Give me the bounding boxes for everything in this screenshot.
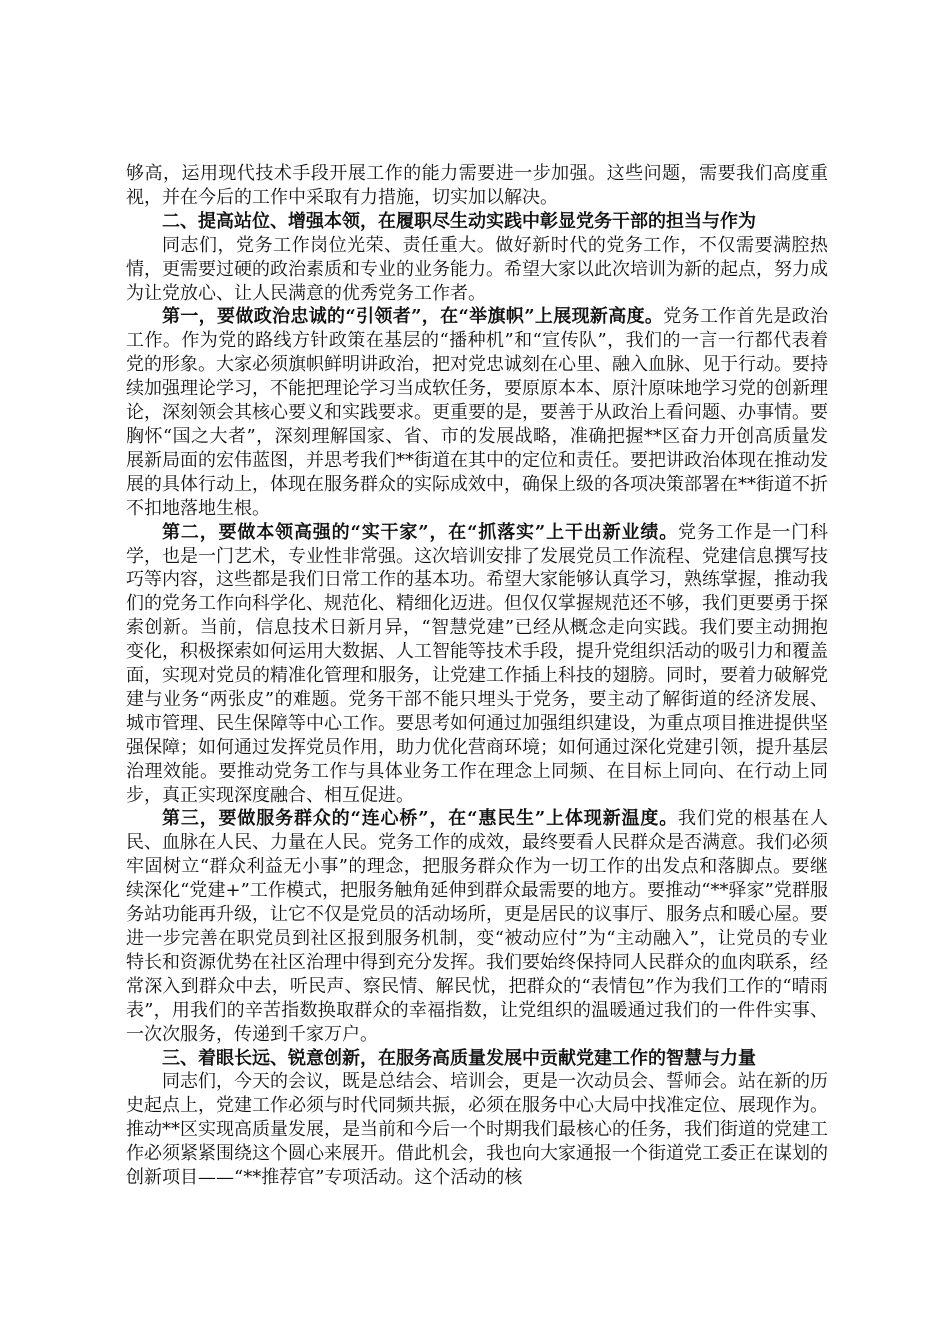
paragraph — [126, 1070, 828, 1190]
paragraph-text: 同志们，党务工作岗位光荣、责任重大。做好新时代的党务工作，不仅需要满腔热情，更需要过硬的政治素质和专业的业务能力。希望大家以此次培训为新的起点，努力成为让党放心、让人民满意的优秀党务工作者。 — [126, 234, 828, 304]
section-heading-three — [126, 1047, 828, 1071]
heading-text: 二、提高站位、增强本领，在履职尽生动实践中彰显党务干部的担当与作为 — [162, 210, 756, 232]
paragraph-text: 党务工作首先是政治工作。作为党的路线方针政策在基层的“播种机”和“宣传队”，我们的一言一行都代表着党的形象。大家必须旗帜鲜明讲政治，把对党忠诚刻在心里、融入血脉、见于行动。要持续加强理论学习，不能把理论学习当成软任务，要原原本本、原汁原味地学习党的创新理论，深刻领会其核心要义和实践要求。更重要的是，要善于从政治上看问题、办事情。要胸怀“国之大者”，深刻理解国家、省、市的发展战略，准确把握**区奋力开创高质量发展新局面的宏伟蓝图，并思考我们**街道在其中的定位和责任。要把讲政治体现在推动发展的具体行动上，体现在服务群众的实际成效中，确保上级的各项决策部署在**街道不折不扣地落地生根。 — [126, 306, 829, 519]
paragraph-point-one — [126, 305, 828, 520]
paragraph-text: 我们党的根基在人民、血脉在人民、力量在人民。党务工作的成效，最终要看人民群众是否满意。我们必须牢固树立“群众利益无小事”的理念，把服务群众作为一切工作的出发点和落脚点。要继续深化“党建+”工作模式，把服务触角延伸到群众最需要的地方。要推动“**驿家”党群服务站功能再升级，让它不仅是党员的活动场所，更是居民的议事厅、服务点和暖心屋。要进一步完善在职党员到社区报到服务机制，变“被动应付”为“主动融入”，让党员的专业特长和资源优势在社区治理中得到充分发挥。我们要始终保持同人民群众的血肉联系，经常深入到群众中去，听民声、察民情、解民忧，把群众的“表情包”作为我们工作的“晴雨表”，用我们的辛苦指数换取群众的幸福指数，让党组织的温暖通过我们的一件件实事、一次次服务，传递到千家万户。 — [126, 808, 828, 1045]
paragraph-text: 党务工作是一门科学，也是一门艺术，专业性非常强。这次培训安排了发展党员工作流程、党建信息撰写技巧等内容，这些都是我们日常工作的基本功。希望大家能够认真学习，熟练掌握，推动我们的党务工作向科学化、规范化、精细化迈进。但仅仅掌握规范还不够，我们更要勇于探索创新。当前，信息技术日新月异，“智慧党建”已经从概念走向实践。我们要主动拥抱变化，积极探索如何运用大数据、人工智能等技术手段，提升党组织活动的吸引力和覆盖面，实现对党员的精准化管理和服务，让党建工作插上科技的翅膀。同时，要着力破解党建与业务“两张皮”的难题。党务干部不能只埋头于党务，要主动了解街道的经济发展、城市管理、民生保障等中心工作。要思考如何通过加强组织建设，为重点项目推进提供坚强保障；如何通过发挥党员作用，助力优化营商环境；如何通过深化党建引领，提升基层治理效能。要推动党务工作与具体业务工作在理念上同频、在目标上同向、在行动上同步，真正实现深度融合、相互促进。 — [126, 521, 828, 806]
paragraph-continuation — [126, 162, 828, 210]
paragraph-lead: 第三，要做服务群众的“连心桥”，在“惠民生”上体现新温度。 — [162, 808, 679, 830]
paragraph-point-two — [126, 521, 828, 808]
heading-text: 三、着眼长远、锐意创新，在服务高质量发展中贡献党建工作的智慧与力量 — [162, 1047, 756, 1069]
paragraph-text: 够高，运用现代技术手段开展工作的能力需要进一步加强。这些问题，需要我们高度重视，并在今后的工作中采取有力措施，切实加以解决。 — [126, 163, 828, 208]
paragraph-text: 同志们，今天的会议，既是总结会、培训会，更是一次动员会、誓师会。站在新的历史起点上，党建工作必须与时代同频共振，必须在服务中心大局中找准定位、展现作为。推动**区实现高质量发展，是当前和今后一个时期我们最核心的任务，我们街道的党建工作必须紧紧围绕这个圆心来展开。借此机会，我也向大家通报一个街道党工委正在谋划的创新项目——“**推荐官”专项活动。这个活动的核 — [126, 1071, 828, 1189]
paragraph — [126, 234, 828, 306]
section-heading-two — [126, 210, 828, 234]
paragraph-point-three — [126, 807, 828, 1046]
document-body — [126, 162, 828, 1190]
paragraph-lead: 第二，要做本领高强的“实干家”，在“抓落实”上干出新业绩。 — [162, 521, 679, 543]
paragraph-lead: 第一，要做政治忠诚的“引领者”，在“举旗帜”上展现新高度。 — [162, 306, 664, 328]
